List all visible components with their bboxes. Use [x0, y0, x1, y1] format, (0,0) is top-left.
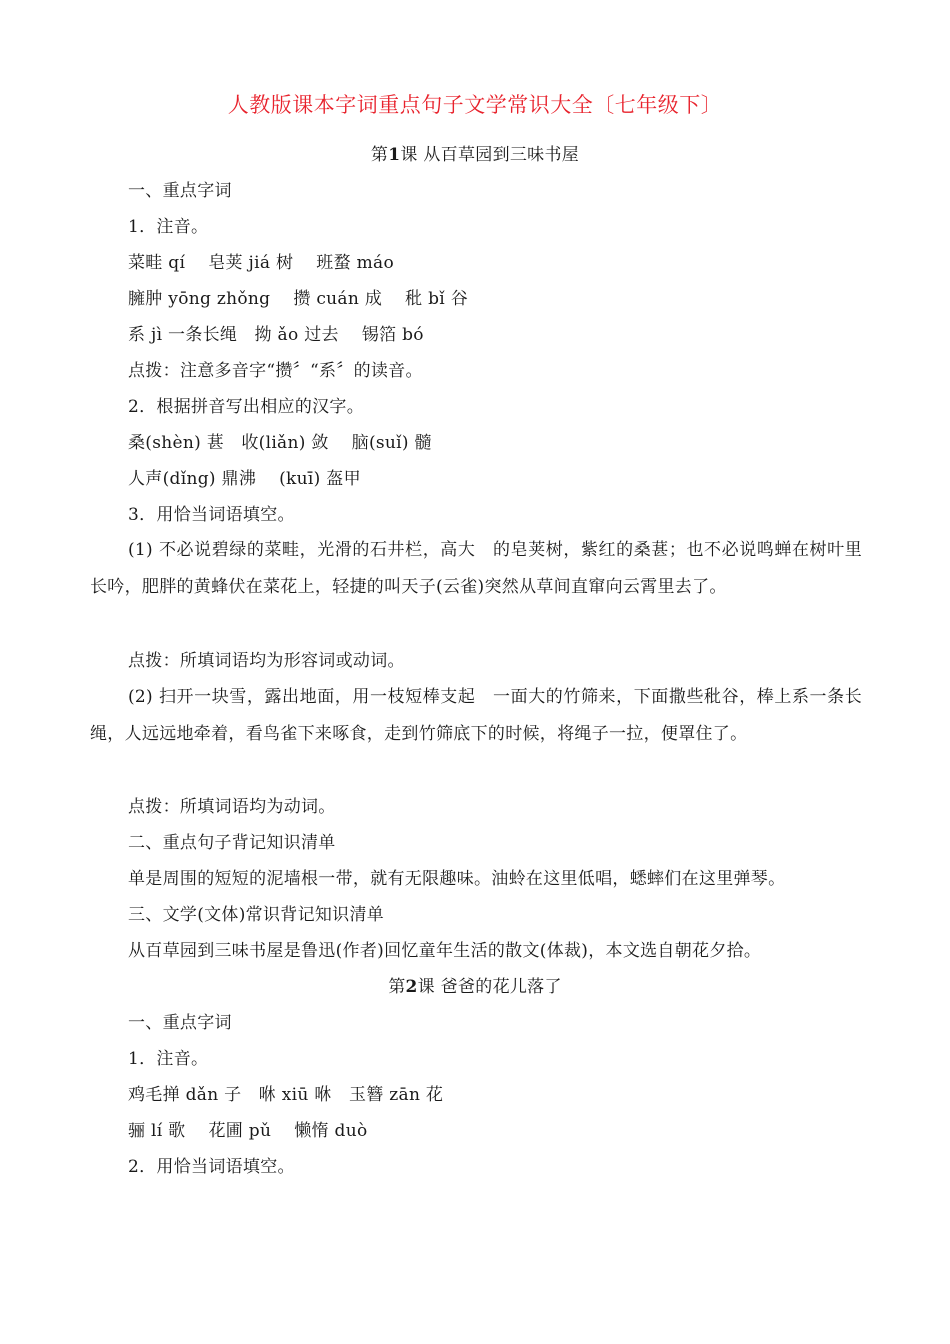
lesson-1-question-pinyin: 1．注音。	[128, 217, 209, 237]
lesson-2-question-fill: 2．用恰当词语填空。	[128, 1157, 295, 1177]
lesson-1-question-fill: 3．用恰当词语填空。	[128, 505, 295, 525]
lesson-1-heading-title: 课 从百草园到三味书屋	[400, 145, 580, 165]
pinyin-line: 菜畦 qí 皂荚 jiá 树 班蝥 máo	[128, 253, 394, 273]
lesson-1-fill-paragraph-1: (1) 不必说碧绿的菜畦，光滑的石井栏，高大 的皂荚树，紫红的桑葚；也不必说鸣蝉在树叶里长吟，肥胖的黄蜂伏在菜花上，轻捷的叫天子(云雀)突然从草间直窜向云霄里去了。	[90, 540, 862, 597]
lesson-1-tip-adjectives: 点拨：所填词语均为形容词或动词。	[128, 651, 405, 671]
lesson-2-heading-title: 课 爸爸的花儿落了	[417, 977, 562, 997]
lesson-1-literature-note: 从百草园到三味书屋是鲁迅(作者)回忆童年生活的散文(体裁)，本文选自朝花夕拾。	[128, 941, 762, 961]
pinyin-line: 系 jì 一条长绳 拗 ǎo 过去 锡箔 bó	[128, 325, 424, 345]
lesson-1-fill-paragraph-2: (2) 扫开一块雪，露出地面，用一枝短棒支起 一面大的竹筛来，下面撒些秕谷，棒上系一条长绳，人远远地牵着，看鸟雀下来啄食，走到竹筛底下的时候，将绳子一拉，便罩住了。	[90, 687, 862, 744]
lesson-2-number: 2	[405, 977, 418, 997]
lesson-1-heading-prefix: 第	[370, 145, 389, 165]
lesson-2-heading-prefix: 第	[388, 977, 406, 997]
lesson-2-question-pinyin: 1．注音。	[128, 1049, 209, 1069]
pinyin-line: 骊 lí 歌 花圃 pǔ 懒惰 duò	[128, 1121, 368, 1141]
lesson-2-section-keywords: 一、重点字词	[128, 1013, 232, 1033]
hanzi-line: 人声(dǐng) 鼎沸 (kuī) 盔甲	[128, 469, 361, 489]
lesson-2-heading	[0, 976, 950, 998]
lesson-1-question-hanzi: 2．根据拼音写出相应的汉字。	[128, 397, 365, 417]
lesson-1-number: 1	[388, 145, 401, 165]
lesson-1-section-keywords: 一、重点字词	[128, 181, 232, 201]
document-title: 人教版课本字词重点句子文学常识大全〔七年级下〕	[227, 93, 723, 117]
pinyin-line: 鸡毛掸 dǎn 子 咻 xiū 咻 玉簪 zān 花	[128, 1085, 444, 1105]
lesson-1-tip-verbs: 点拨：所填词语均为动词。	[128, 797, 336, 817]
lesson-1-heading	[0, 144, 950, 166]
lesson-1-section-sentences: 二、重点句子背记知识清单	[128, 833, 336, 853]
lesson-1-tip-polyphone: 点拨：注意多音字“攒〞“系〞的读音。	[128, 361, 423, 381]
lesson-1-key-sentence: 单是周围的短短的泥墙根一带，就有无限趣味。油蛉在这里低唱，蟋蟀们在这里弹琴。	[128, 869, 786, 889]
lesson-1-section-literature: 三、文学(文体)常识背记知识清单	[128, 905, 385, 925]
pinyin-line: 臃肿 yōng zhǒng 攒 cuán 成 秕 bǐ 谷	[128, 289, 469, 309]
hanzi-line: 桑(shèn) 葚 收(liǎn) 敛 脑(suǐ) 髓	[128, 433, 432, 453]
